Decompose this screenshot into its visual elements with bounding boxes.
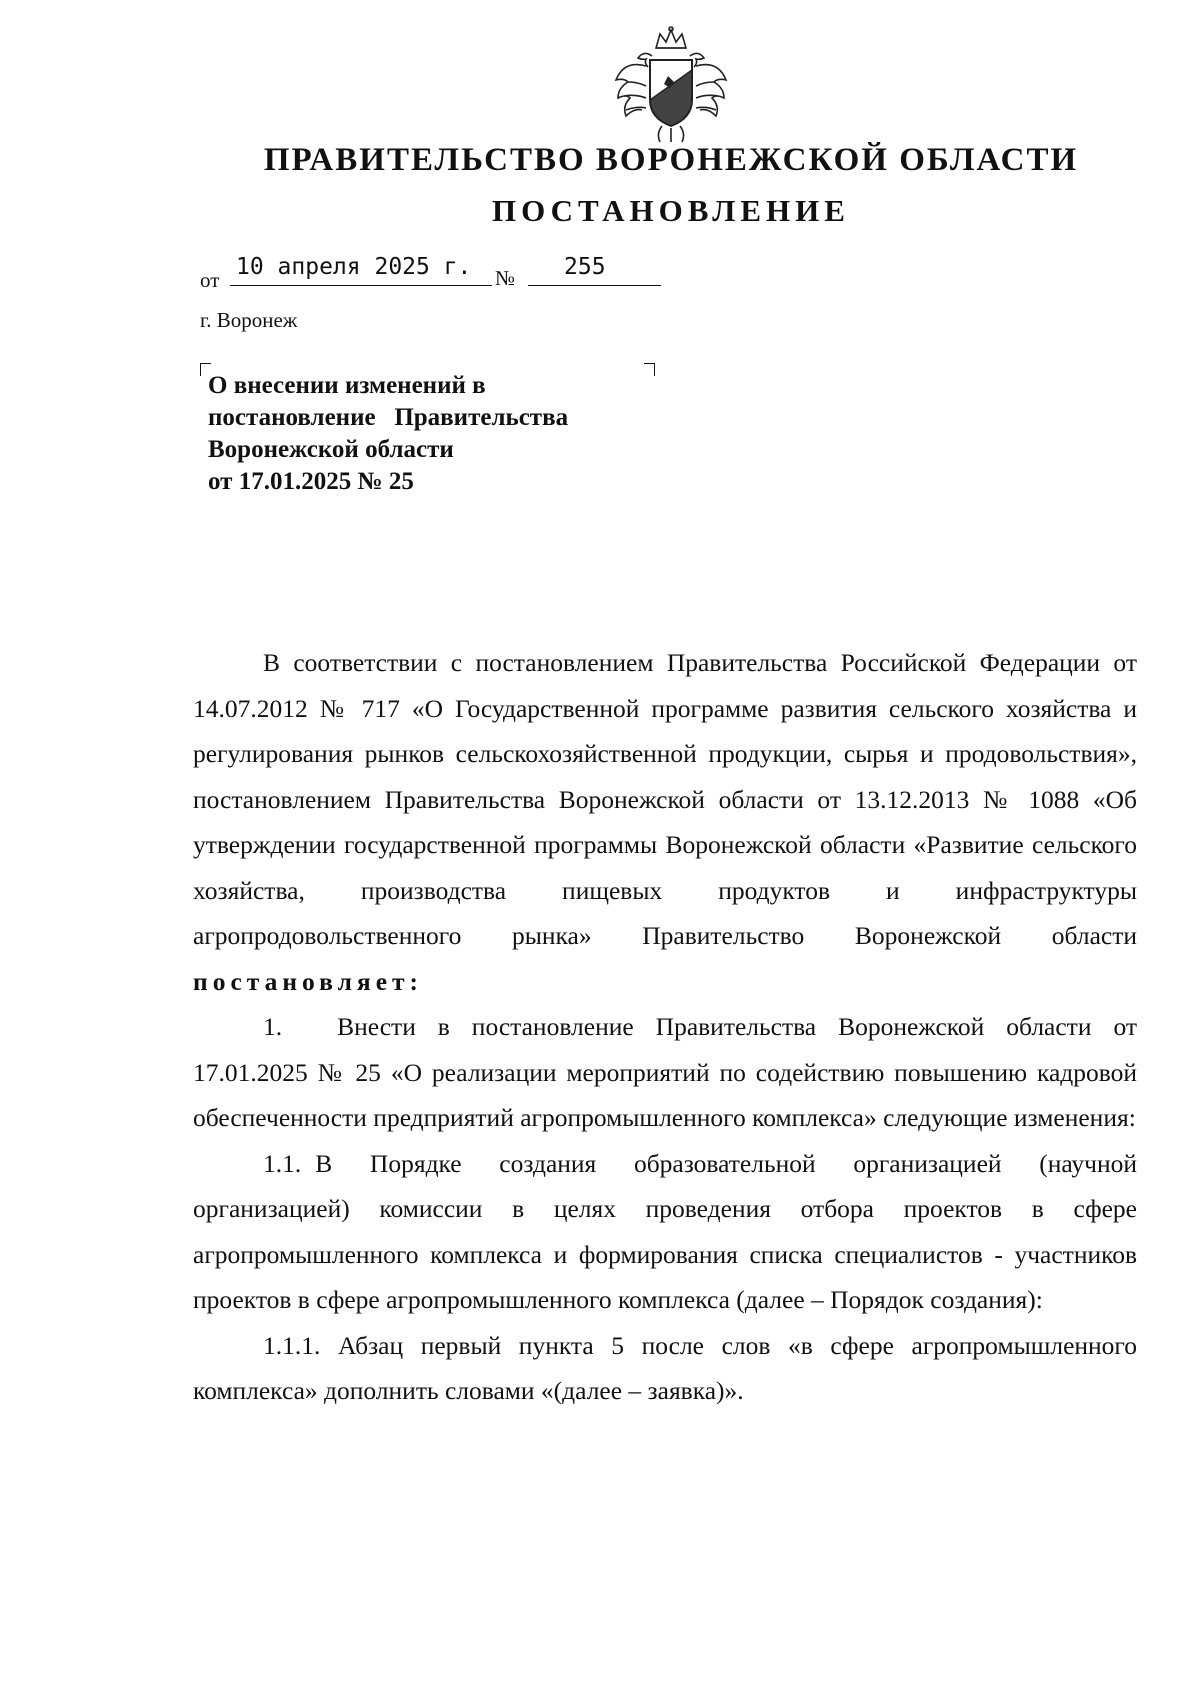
item-1-1-1-text: Абзац первый пункта 5 после слов «в сфере агропромышленного комплекса» дополнить словами «(далее – заявка)».	[193, 1330, 1138, 1405]
item-1-1-text: В Порядке создания образовательной организацией (научной организацией) комиссии в целях проведения отбора проектов в сфере агропромышленного комплекса и формирования списка специалистов - участников проектов в сфере агропромышленного комплекса (далее – Порядок создания):	[193, 1148, 1137, 1314]
item-1-paragraph	[193, 1004, 1137, 1141]
city: г. Воронеж	[200, 308, 298, 332]
item-1-1-paragraph	[193, 1141, 1137, 1323]
document-subject	[208, 370, 628, 498]
preamble-text: В соответствии с постановлением Правительства Российской Федерации от 14.07.2012 № 717 «О Государственной программе развития сельского хозяйства и регулирования рынков сельскохозяйственной продукции, сырья и продовольствия», постановлением Правительства Воронежской области от 13.12.2013 № 1088 «Об утверждении государственной программы Воронежской области «Развитие сельского хозяйства, производства пищевых продуктов и инфраструктуры агропродовольственного рынка» Правительство Воронежской области	[193, 648, 1137, 950]
coat-of-arms-icon	[612, 26, 730, 146]
subject-line: от 17.01.2025 № 25	[208, 468, 414, 495]
item-1-1-1-number: 1.1.1.	[263, 1330, 321, 1360]
document-body	[193, 640, 1137, 1414]
subject-line: Воронежской области	[208, 436, 454, 463]
number-prefix: №	[495, 266, 516, 290]
document-number: 255	[528, 252, 661, 286]
organization-title: ПРАВИТЕЛЬСТВО ВОРОНЕЖСКОЙ ОБЛАСТИ	[263, 142, 1079, 178]
decree-word: постановляет:	[193, 966, 424, 996]
item-1-1-1-paragraph	[193, 1323, 1137, 1414]
preamble-paragraph	[193, 640, 1137, 1004]
item-1-number: 1.	[263, 1012, 283, 1041]
subject-line: постановление Правительства	[208, 404, 569, 431]
subject-line: О внесении изменений в	[208, 372, 486, 399]
subject-corner-right	[644, 363, 655, 376]
item-1-1-number: 1.1.	[263, 1148, 302, 1178]
document-date: 10 апреля 2025 г.	[230, 252, 492, 286]
item-1-text: Внести в постановление Правительства Воронежской области от 17.01.2025 № 25 «О реализации мероприятий по содействию повышению кадровой обеспеченности предприятий агропромышленного комплекса» следующие изменения:	[193, 1012, 1137, 1132]
date-number-line	[200, 252, 700, 294]
document-type-title: ПОСТАНОВЛЕНИЕ	[492, 193, 850, 228]
date-prefix: от	[200, 268, 220, 292]
